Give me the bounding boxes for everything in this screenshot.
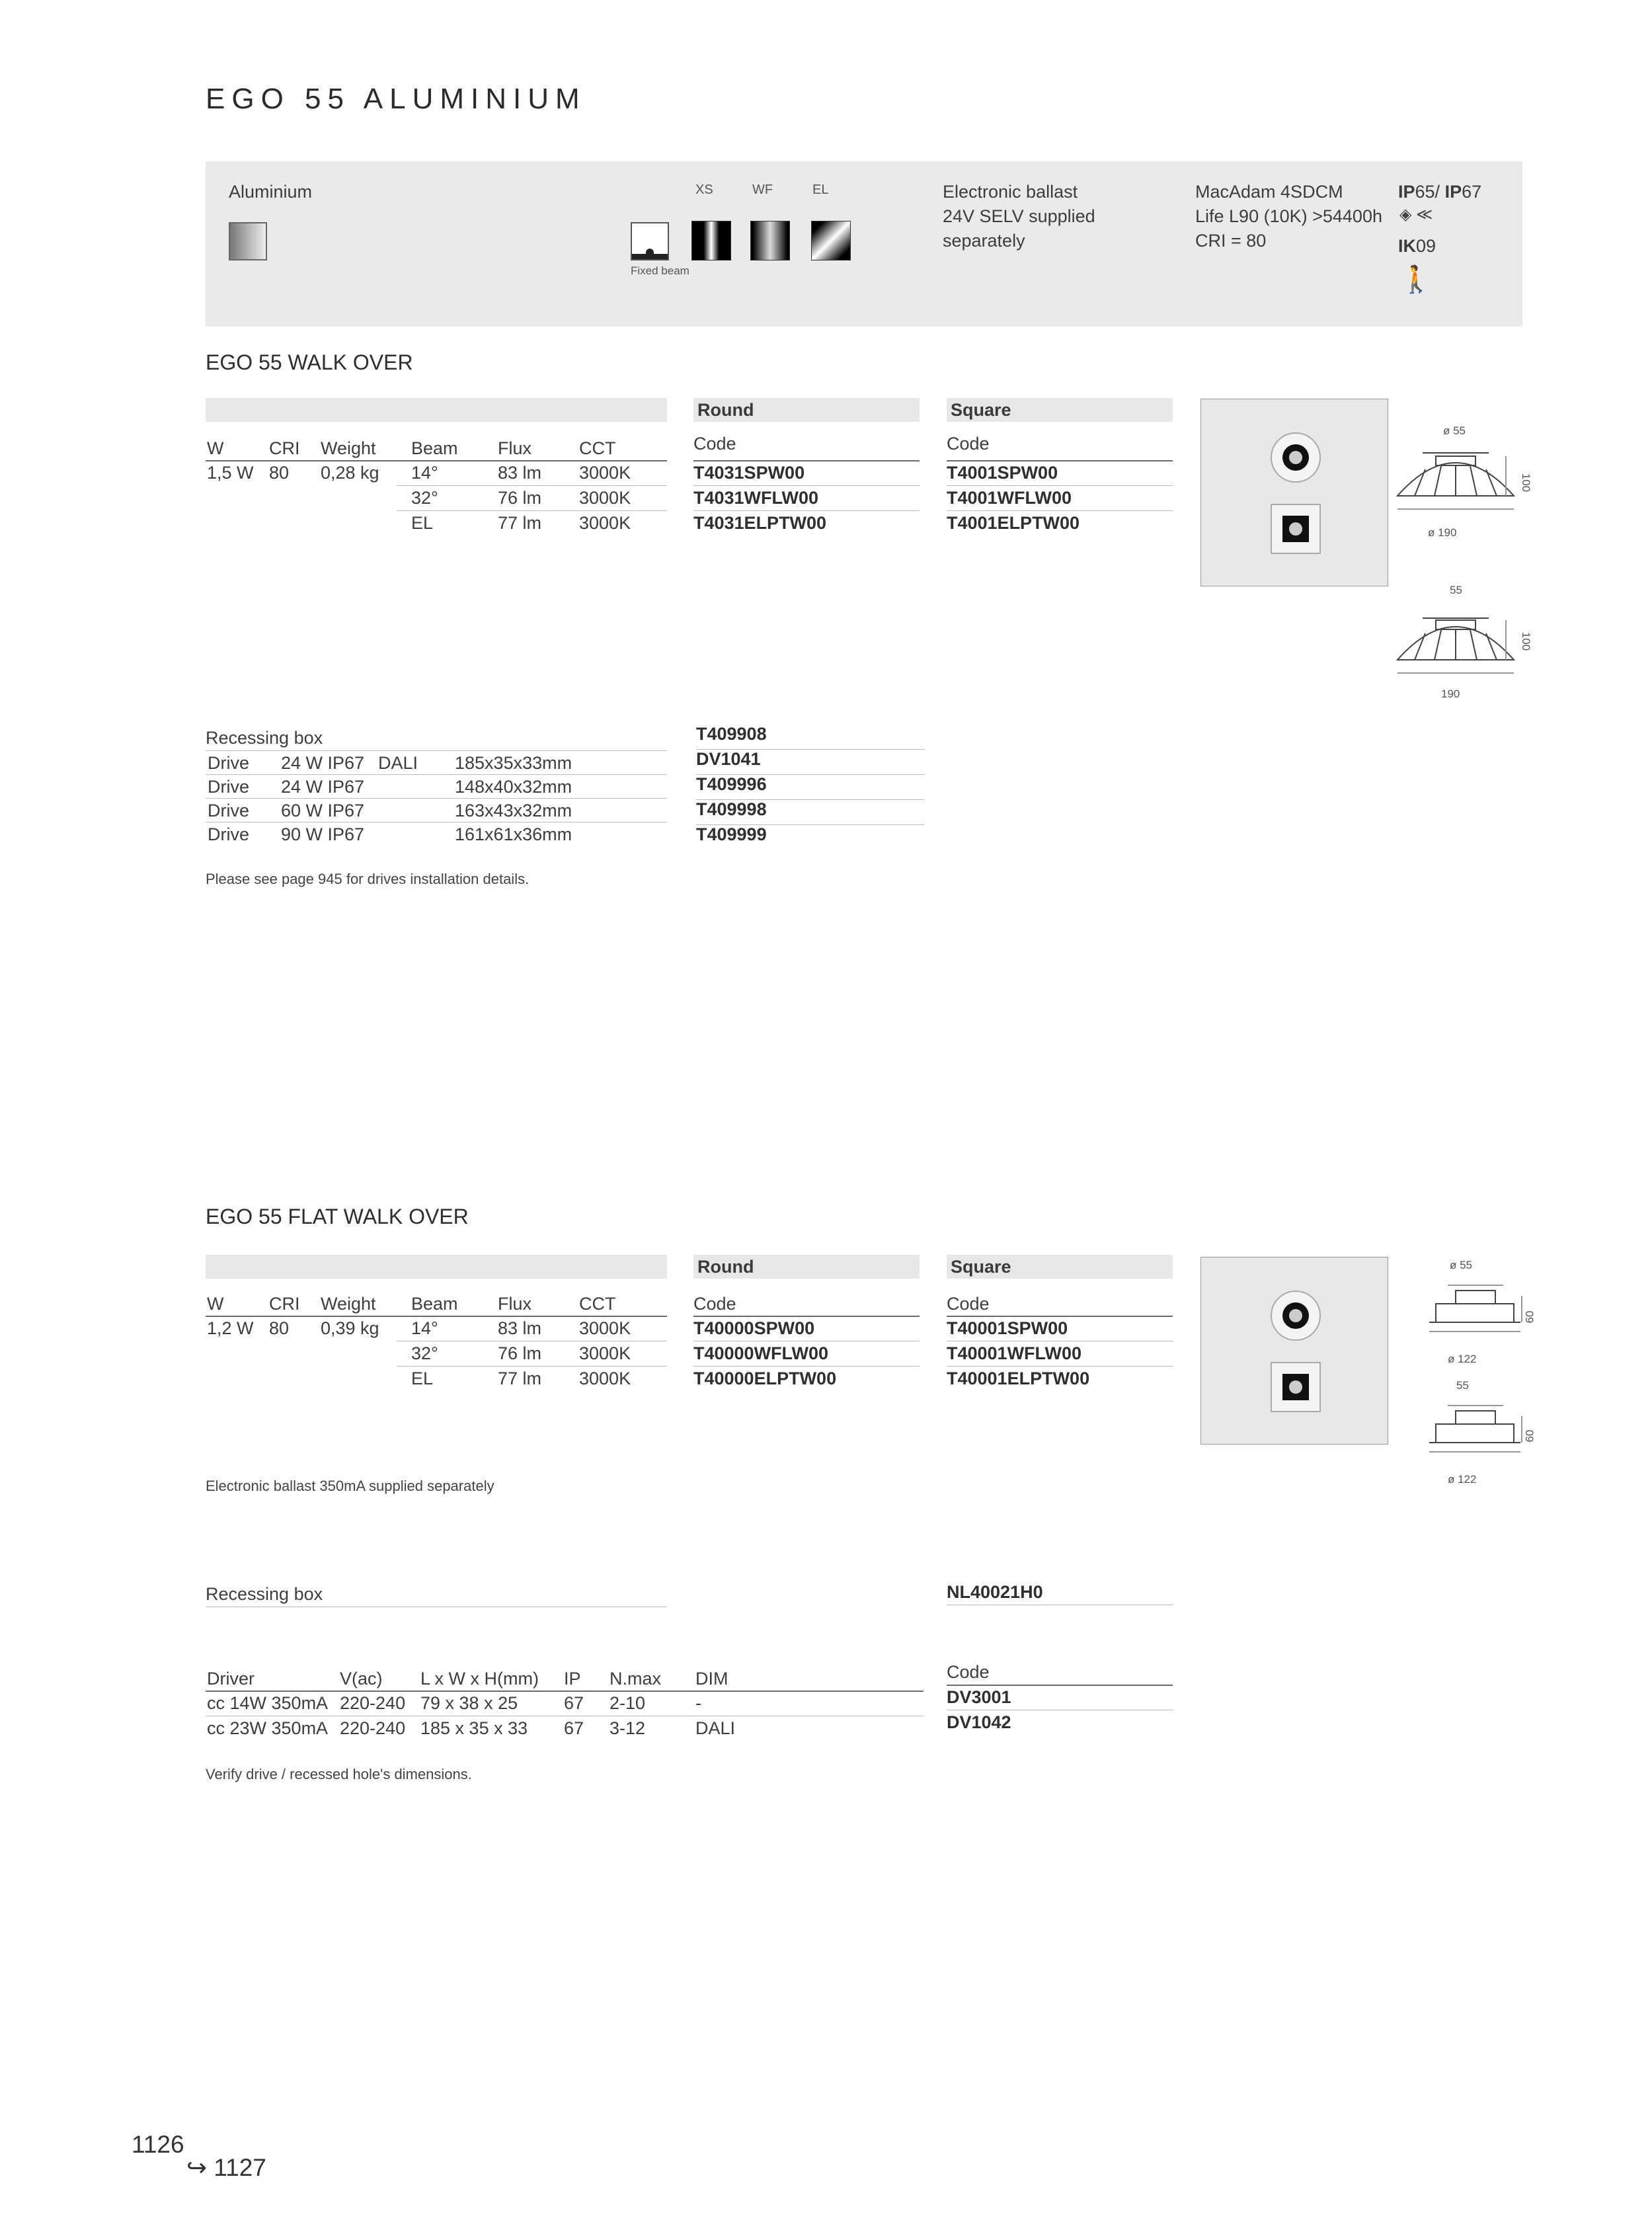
product-code: NL40021H0 bbox=[947, 1582, 1043, 1602]
dimension-drawing bbox=[1395, 417, 1527, 701]
round-fixture-image bbox=[1271, 1291, 1321, 1341]
product-code: T40000WFLW00 bbox=[693, 1343, 829, 1363]
beam-label-el: EL bbox=[812, 182, 829, 197]
beam-label-wf: WF bbox=[752, 182, 773, 197]
product-code: T4031SPW00 bbox=[693, 463, 805, 483]
section1-title: EGO 55 WALK OVER bbox=[206, 350, 413, 374]
accessories-title: Recessing box bbox=[206, 728, 323, 748]
beam-el-icon bbox=[811, 221, 851, 260]
section2-round-bar: Round bbox=[693, 1255, 920, 1279]
section2-round-code-header: Code bbox=[693, 1294, 736, 1314]
table-row: EL 77 lm 3000K bbox=[411, 513, 631, 533]
table-row: 32° 76 lm 3000K bbox=[411, 488, 631, 508]
section1-square-code-header: Code bbox=[947, 434, 990, 454]
product-photo bbox=[1200, 399, 1388, 586]
ip-rating: IP65/ IP67 bbox=[1398, 182, 1482, 202]
dim-label: 60 bbox=[1523, 1429, 1536, 1443]
driver-row: cc 23W 350mA 220-240 185 x 35 x 33 67 3-12 DALI bbox=[207, 1718, 736, 1738]
section2-square-bar: Square bbox=[947, 1255, 1173, 1279]
photometric-specs: MacAdam 4SDCM Life L90 (10K) >54400h CRI = 80 bbox=[1195, 182, 1382, 251]
material-label: Aluminium bbox=[229, 182, 313, 202]
product-code: T40000ELPTW00 bbox=[693, 1369, 837, 1388]
fixed-beam-label: Fixed beam bbox=[631, 264, 689, 277]
section1-note: Please see page 945 for drives installation details. bbox=[206, 871, 530, 887]
dim-label: 55 bbox=[1450, 584, 1462, 596]
product-code: DV3001 bbox=[947, 1687, 1011, 1707]
dim-label: 60 bbox=[1523, 1310, 1536, 1324]
section1-table-header: W CRI Weight Beam Flux CCT bbox=[207, 438, 616, 458]
accessory-row: Drive 24 W IP67 148x40x32mm bbox=[208, 777, 572, 797]
driver-row: cc 14W 350mA 220-240 79 x 38 x 25 67 2-10 - bbox=[207, 1693, 701, 1713]
dim-label: ø 122 bbox=[1448, 1473, 1477, 1486]
section2-square-code-header: Code bbox=[947, 1294, 990, 1314]
product-photo bbox=[1200, 1257, 1388, 1445]
dim-label: ø 122 bbox=[1448, 1353, 1477, 1365]
product-code: T40001WFLW00 bbox=[947, 1343, 1082, 1363]
product-code: T409999 bbox=[696, 824, 767, 844]
next-page-link[interactable]: ↪ 1127 bbox=[186, 2154, 266, 2181]
dim-label: 100 bbox=[1520, 631, 1533, 651]
driver-table-header: Driver V(ac) L x W x H(mm) IP N.max DIM bbox=[207, 1669, 728, 1689]
aluminium-swatch-icon bbox=[229, 222, 267, 260]
product-code: T409908 bbox=[696, 724, 767, 744]
product-code: T409996 bbox=[696, 774, 767, 794]
electrical-specs: Electronic ballast 24V SELV supplied separately bbox=[943, 182, 1095, 251]
beam-wf-icon bbox=[750, 221, 790, 260]
table-row: 1,5 W 80 0,28 kg 14° 83 lm 3000K bbox=[207, 463, 631, 483]
certification-icons: ◈ ≪ bbox=[1399, 206, 1433, 223]
product-code: DV1042 bbox=[947, 1712, 1011, 1732]
product-code: T4001SPW00 bbox=[947, 463, 1058, 483]
walkover-person-icon: 🚶 bbox=[1399, 265, 1433, 294]
section2-note: Verify drive / recessed hole's dimensions. bbox=[206, 1766, 472, 1782]
section1-left-bar bbox=[206, 398, 667, 422]
driver-code-header: Code bbox=[947, 1662, 990, 1682]
dimension-drawing bbox=[1421, 1276, 1527, 1474]
dim-label: ø 55 bbox=[1443, 424, 1466, 437]
dim-label: ø 190 bbox=[1428, 526, 1457, 539]
product-code: T4001WFLW00 bbox=[947, 488, 1072, 508]
square-fixture-image bbox=[1271, 504, 1321, 554]
section2-table-header: W CRI Weight Beam Flux CCT bbox=[207, 1294, 616, 1314]
product-code: T40001SPW00 bbox=[947, 1318, 1068, 1338]
table-row: 1,2 W 80 0,39 kg 14° 83 lm 3000K bbox=[207, 1318, 631, 1338]
product-code: T4031WFLW00 bbox=[693, 488, 819, 508]
recessing-box-label: Recessing box bbox=[206, 1584, 323, 1604]
dim-label: ø 55 bbox=[1450, 1259, 1473, 1271]
round-fixture-image bbox=[1271, 432, 1321, 483]
section1-round-bar: Round bbox=[693, 398, 920, 422]
page-number: 1126 bbox=[132, 2131, 184, 2158]
table-row: EL 77 lm 3000K bbox=[411, 1369, 631, 1388]
section1-square-bar: Square bbox=[947, 398, 1173, 422]
arrow-icon: ↪ bbox=[186, 2154, 208, 2181]
product-code: T40000SPW00 bbox=[693, 1318, 815, 1338]
dim-label: 190 bbox=[1441, 688, 1460, 700]
accessory-row: Drive 90 W IP67 161x61x36mm bbox=[208, 824, 572, 844]
section2-title: EGO 55 FLAT WALK OVER bbox=[206, 1205, 469, 1228]
ballast-note: Electronic ballast 350mA supplied separately bbox=[206, 1478, 494, 1494]
spec-band bbox=[206, 161, 1522, 327]
dim-label: 55 bbox=[1456, 1379, 1469, 1392]
fixed-beam-icon bbox=[631, 222, 669, 260]
page-title: EGO 55 ALUMINIUM bbox=[206, 83, 586, 115]
accessory-row: Drive 24 W IP67 DALI 185x35x33mm bbox=[208, 753, 572, 773]
dim-label: 100 bbox=[1520, 473, 1533, 493]
product-code: T409998 bbox=[696, 799, 767, 819]
product-code: T40001ELPTW00 bbox=[947, 1369, 1090, 1388]
product-code: T4001ELPTW00 bbox=[947, 513, 1080, 533]
beam-xs-icon bbox=[691, 221, 731, 260]
square-fixture-image bbox=[1271, 1362, 1321, 1412]
section1-round-code-header: Code bbox=[693, 434, 736, 454]
product-code: DV1041 bbox=[696, 749, 761, 769]
product-code: T4031ELPTW00 bbox=[693, 513, 827, 533]
beam-label-xs: XS bbox=[695, 182, 713, 197]
table-row: 32° 76 lm 3000K bbox=[411, 1343, 631, 1363]
accessory-row: Drive 60 W IP67 163x43x32mm bbox=[208, 801, 572, 820]
ik-rating: IK09 bbox=[1398, 236, 1436, 256]
section2-left-bar bbox=[206, 1255, 667, 1279]
